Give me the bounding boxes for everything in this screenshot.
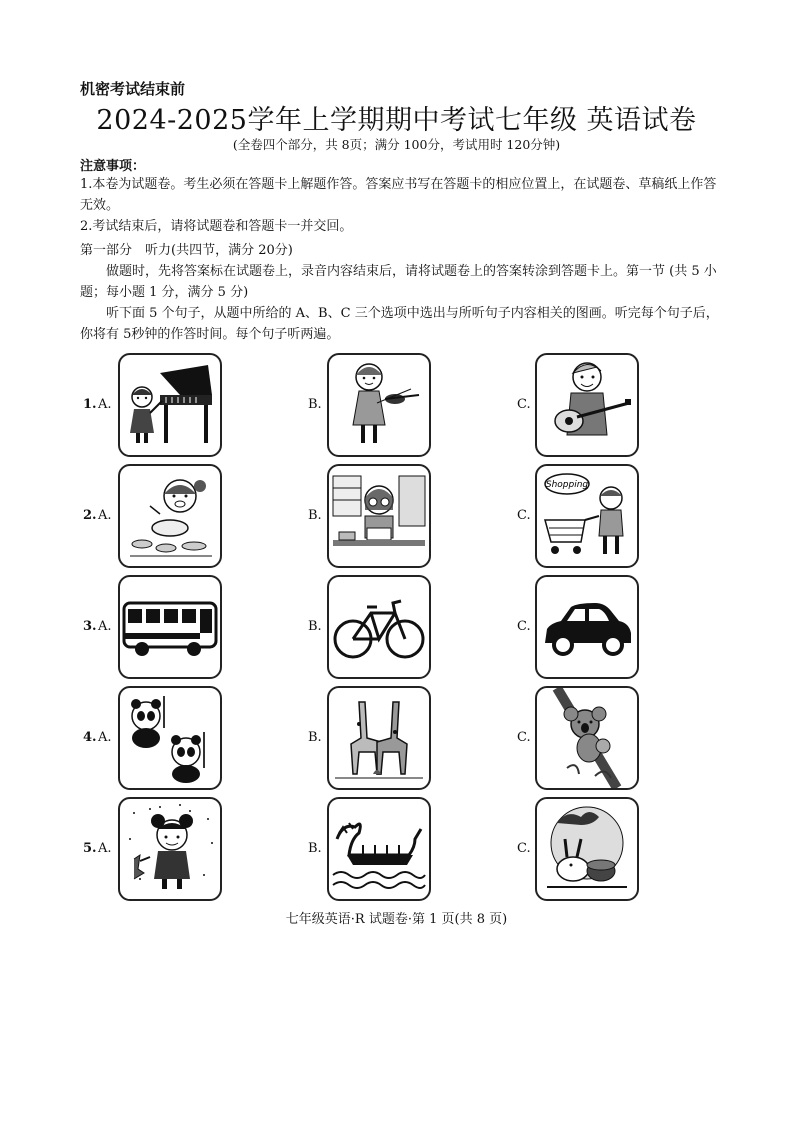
question-number: 2. [83,508,97,523]
girl-fireworks-icon [120,799,220,899]
option-label: C. [517,397,531,412]
option-picture-c[interactable] [535,797,639,901]
dragon-boat-icon [329,799,429,899]
option-picture-b[interactable] [327,464,431,568]
option-picture-c[interactable] [535,353,639,457]
car-icon [537,577,637,677]
option-label: C. [517,619,531,634]
question-number: 1. [83,397,97,412]
option-picture-b[interactable] [327,353,431,457]
girl-violin-icon [329,355,429,455]
section1-instruction: 听下面 5 个句子，从题中所给的 A、B、C 三个选项中选出与所听句子内容相关的图画。听完每个句子后，你将有 5秒钟的作答时间。每个句子听两遍。 [80,306,719,342]
option-picture-b[interactable] [327,686,431,790]
notice-item-2: 2.考试结束后，请将试题卷和答题卡一并交回。 [80,219,353,234]
option-label: A. [98,619,112,634]
option-picture-c[interactable] [535,575,639,679]
bicycle-icon [329,577,429,677]
bus-icon [120,577,220,677]
option-picture-b[interactable] [327,575,431,679]
exam-subtitle: (全卷四个部分，共 8页；满分 100分，考试用时 120分钟) [232,137,561,152]
part1-instruction: 做题时，先将答案标在试题卷上，录音内容结束后，请将试题卷上的答案转涂到答题卡上。第一节 (共 5 小题；每小题 1 分，满分 5 分) [80,264,717,300]
page-footer: 七年级英语·R 试题卷·第 1 页(共 8 页) [285,912,508,927]
option-label: C. [517,508,531,523]
option-label: A. [98,397,112,412]
option-picture-a[interactable] [118,353,222,457]
option-label: A. [98,730,112,745]
question-number: 5. [83,841,97,856]
option-picture-a[interactable] [118,797,222,901]
mooncake-rabbit-icon [537,799,637,899]
confidential-label: 机密考试结束前 [80,80,186,98]
option-picture-c[interactable] [535,686,639,790]
girl-reading-icon [329,466,429,566]
notice-item-1 [80,174,728,216]
exam-title: 2024-2025学年上学期期中考试七年级 英语试卷 [96,105,697,136]
option-label: B. [308,397,322,412]
girl-shopping-cart-icon [537,466,637,566]
pandas-icon [120,688,220,788]
part1-heading: 第一部分 听力(共四节，满分 20分) [80,243,293,258]
question-number: 3. [83,619,97,634]
koala-icon [537,688,637,788]
notice-item-1-text: 1.本卷为试题卷。考生必须在答题卡上解题作答。答案应书写在答题卡的相应位置上，在试题卷、草稿纸上作答无效。 [80,177,717,213]
option-picture-a[interactable] [118,686,222,790]
option-picture-a[interactable] [118,464,222,568]
option-label: C. [517,730,531,745]
option-picture-b[interactable] [327,797,431,901]
option-label: A. [98,841,112,856]
boy-guitar-icon [537,355,637,455]
option-picture-a[interactable] [118,575,222,679]
girl-eating-icon [120,466,220,566]
option-label: B. [308,730,322,745]
giraffes-icon [329,688,429,788]
question-number: 4. [83,730,97,745]
girl-piano-icon [120,355,220,455]
option-label: C. [517,841,531,856]
notice-heading: 注意事项： [80,159,146,174]
option-label: B. [308,841,322,856]
option-label: A. [98,508,112,523]
speech-bubble-text: Shopping [545,480,589,490]
option-label: B. [308,508,322,523]
option-picture-c[interactable] [535,464,639,568]
option-label: B. [308,619,322,634]
